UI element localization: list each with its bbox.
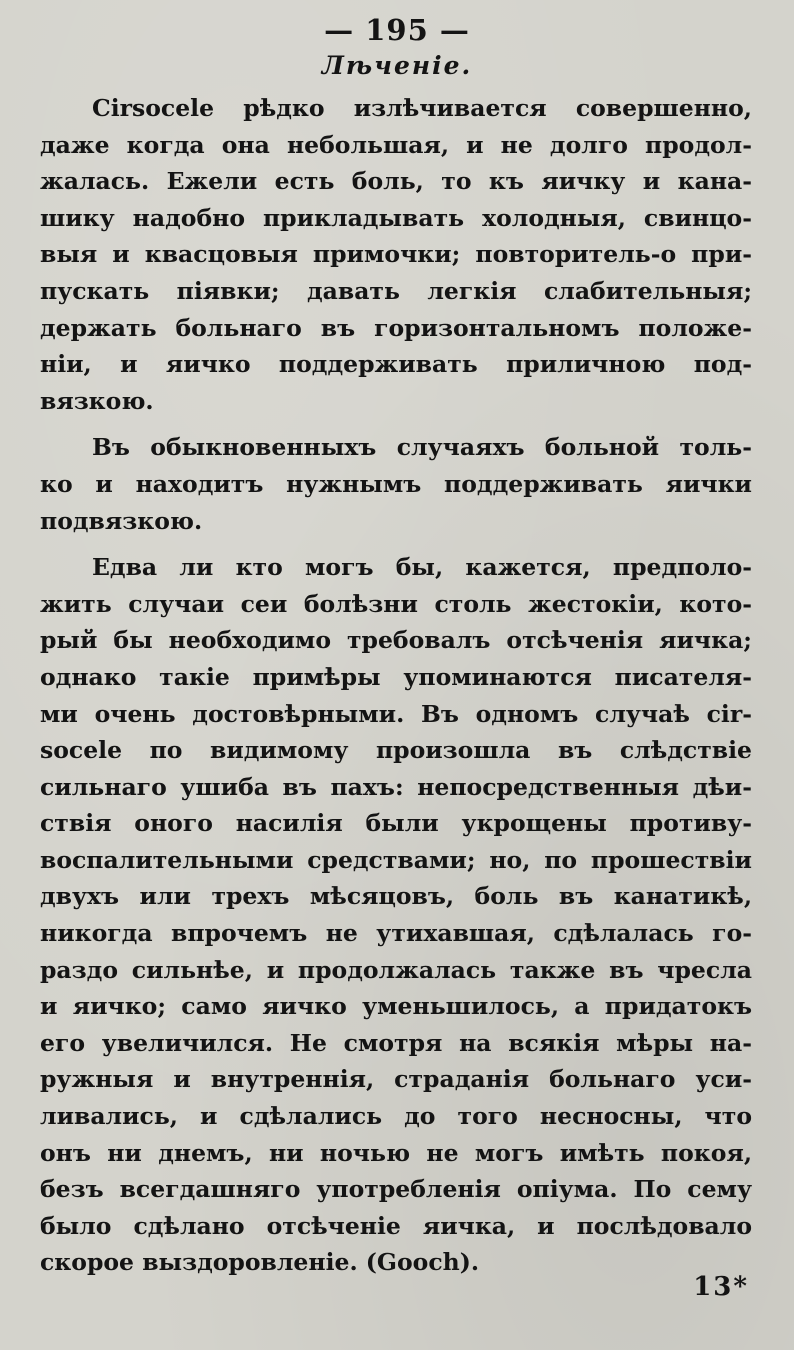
signature-mark: 13*	[693, 1272, 749, 1302]
text-line: ствiя оного насилiя были укрощены противу-	[40, 809, 752, 838]
text-line: ружныя и внутреннiя, страданiя больнаго уси-	[40, 1065, 752, 1094]
text-line: шику надобно прикладывать холодныя, свинцо-	[40, 203, 752, 232]
text-line: socele по видимому произошла въ слѣдствiе	[40, 736, 752, 765]
text-line: и яичко; само яичко уменьшилось, а придатокъ	[40, 992, 752, 1021]
text-line: вязкою.	[40, 386, 154, 415]
text-line: однако такiе примѣры упоминаются писателя-	[40, 662, 752, 691]
text-line: ливались, и сдѣлались до того несносны, что	[40, 1102, 752, 1131]
text-line: двухъ или трехъ мѣсяцовъ, боль въ канатикѣ,	[40, 882, 752, 911]
text-line: воспалительными средствами; но, по прошествiи	[40, 845, 752, 874]
text-line: жалась. Ежели есть боль, то къ яичку и кана-	[40, 167, 752, 196]
text-line: никогда впрочемъ не утихавшая, сдѣлалась го-	[40, 919, 752, 948]
text-line: онъ ни днемъ, ни ночью не могъ имѣть покоя,	[40, 1138, 752, 1167]
paragraph-gap	[40, 539, 752, 549]
text-line: даже когда она небольшая, и не долго продол-	[40, 130, 752, 159]
text-line: безъ всегдашняго употребленiя опiума. По сему	[40, 1175, 752, 1204]
paragraphs	[40, 90, 752, 1281]
text-line: Въ обыкновенныхъ случаяхъ больной толь-	[92, 433, 752, 462]
text-line: рый бы необходимо требовалъ отсѣченiя яичка;	[40, 626, 752, 655]
text-line: подвязкою.	[40, 506, 203, 535]
text-line: было сдѣлано отсѣченiе яичка, и послѣдовало	[40, 1211, 752, 1240]
text-line: скорое выздоровленiе. (Gooch).	[40, 1248, 480, 1277]
body-text	[40, 90, 752, 1281]
page-number: — 195 —	[324, 13, 470, 47]
text-line: Едва ли кто могъ бы, кажется, предполо-	[92, 553, 752, 582]
paragraph	[40, 429, 752, 539]
text-line: нiи, и яичко поддерживать приличною под-	[40, 350, 752, 379]
page-header	[0, 10, 794, 82]
text-line: жить случаи сеи болѣзни столь жестокiи, кото-	[40, 589, 752, 618]
paragraph	[40, 90, 752, 419]
text-line: ко и находитъ нужнымъ поддерживать яички	[40, 469, 752, 498]
text-line: выя и квасцовыя примочки; повторитель-о при-	[40, 240, 752, 269]
text-line: пускать пiявки; давать легкiя слабительныя;	[40, 276, 752, 305]
text-line: его увеличился. Не смотря на всякiя мѣры на-	[40, 1028, 752, 1057]
paragraph	[40, 549, 752, 1281]
text-line: сильнаго ушиба въ пахъ: непосредственныя дѣи-	[40, 772, 752, 801]
text-line: раздо сильнѣе, и продолжалась также въ чресла	[40, 955, 752, 984]
text-line: Cirsocele рѣдко излѣчивается совершенно,	[92, 94, 752, 122]
paragraph-gap	[40, 419, 752, 429]
text-line: ми очень достовѣрными. Въ одномъ случаѣ cir-	[40, 699, 752, 728]
text-line: держать больнаго въ горизонтальномъ положе-	[40, 313, 752, 342]
section-title: Лѣченiе.	[321, 51, 473, 80]
